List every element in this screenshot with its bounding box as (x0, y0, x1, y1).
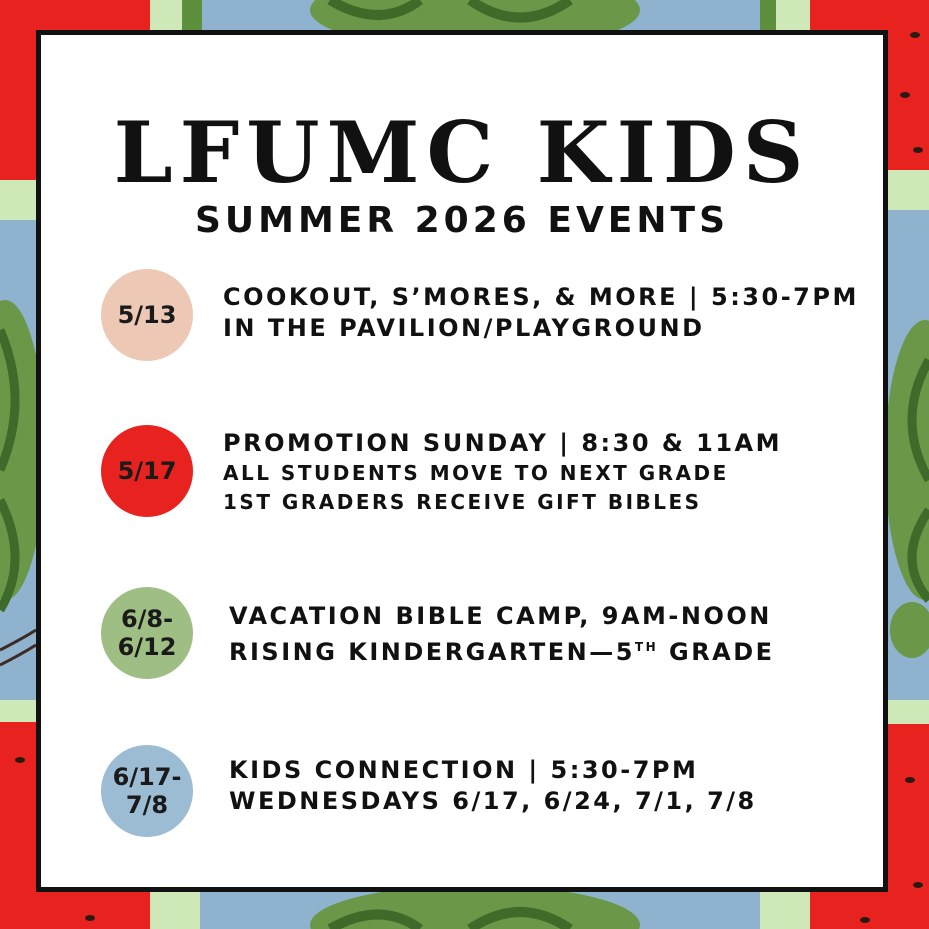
event-line: KIDS CONNECTION | 5:30-7PM (229, 756, 699, 784)
event-line: COOKOUT, S’MORES, & MORE | 5:30-7PM (223, 283, 859, 311)
date-badge (99, 423, 195, 519)
event-date: 5/13 (117, 301, 177, 329)
date-badge (99, 585, 195, 681)
date-badge (99, 743, 195, 839)
event-line: VACATION BIBLE CAMP, 9AM-NOON (229, 602, 772, 630)
event-date: 6/17- 7/8 (112, 763, 182, 819)
event-line: RISING KINDERGARTEN—5TH GRADE (229, 638, 775, 666)
date-badge (99, 267, 195, 363)
event-details (229, 755, 757, 817)
event-details (223, 428, 782, 517)
event-line: IN THE PAVILION/PLAYGROUND (223, 314, 705, 342)
event-details (229, 601, 775, 668)
event-date: 6/8- 6/12 (117, 605, 177, 661)
event-details (223, 282, 859, 344)
event-line: 1ST GRADERS RECEIVE GIFT BIBLES (223, 490, 702, 514)
event-line: WEDNESDAYS 6/17, 6/24, 7/1, 7/8 (229, 787, 757, 815)
page-title: LFUMC KIDS (113, 103, 811, 202)
event-date: 5/17 (117, 457, 177, 485)
event-line: PROMOTION SUNDAY | 8:30 & 11AM (223, 429, 783, 457)
event-card (36, 30, 888, 892)
page-subtitle: SUMMER 2026 EVENTS (194, 200, 730, 241)
event-line: ALL STUDENTS MOVE TO NEXT GRADE (223, 461, 729, 485)
